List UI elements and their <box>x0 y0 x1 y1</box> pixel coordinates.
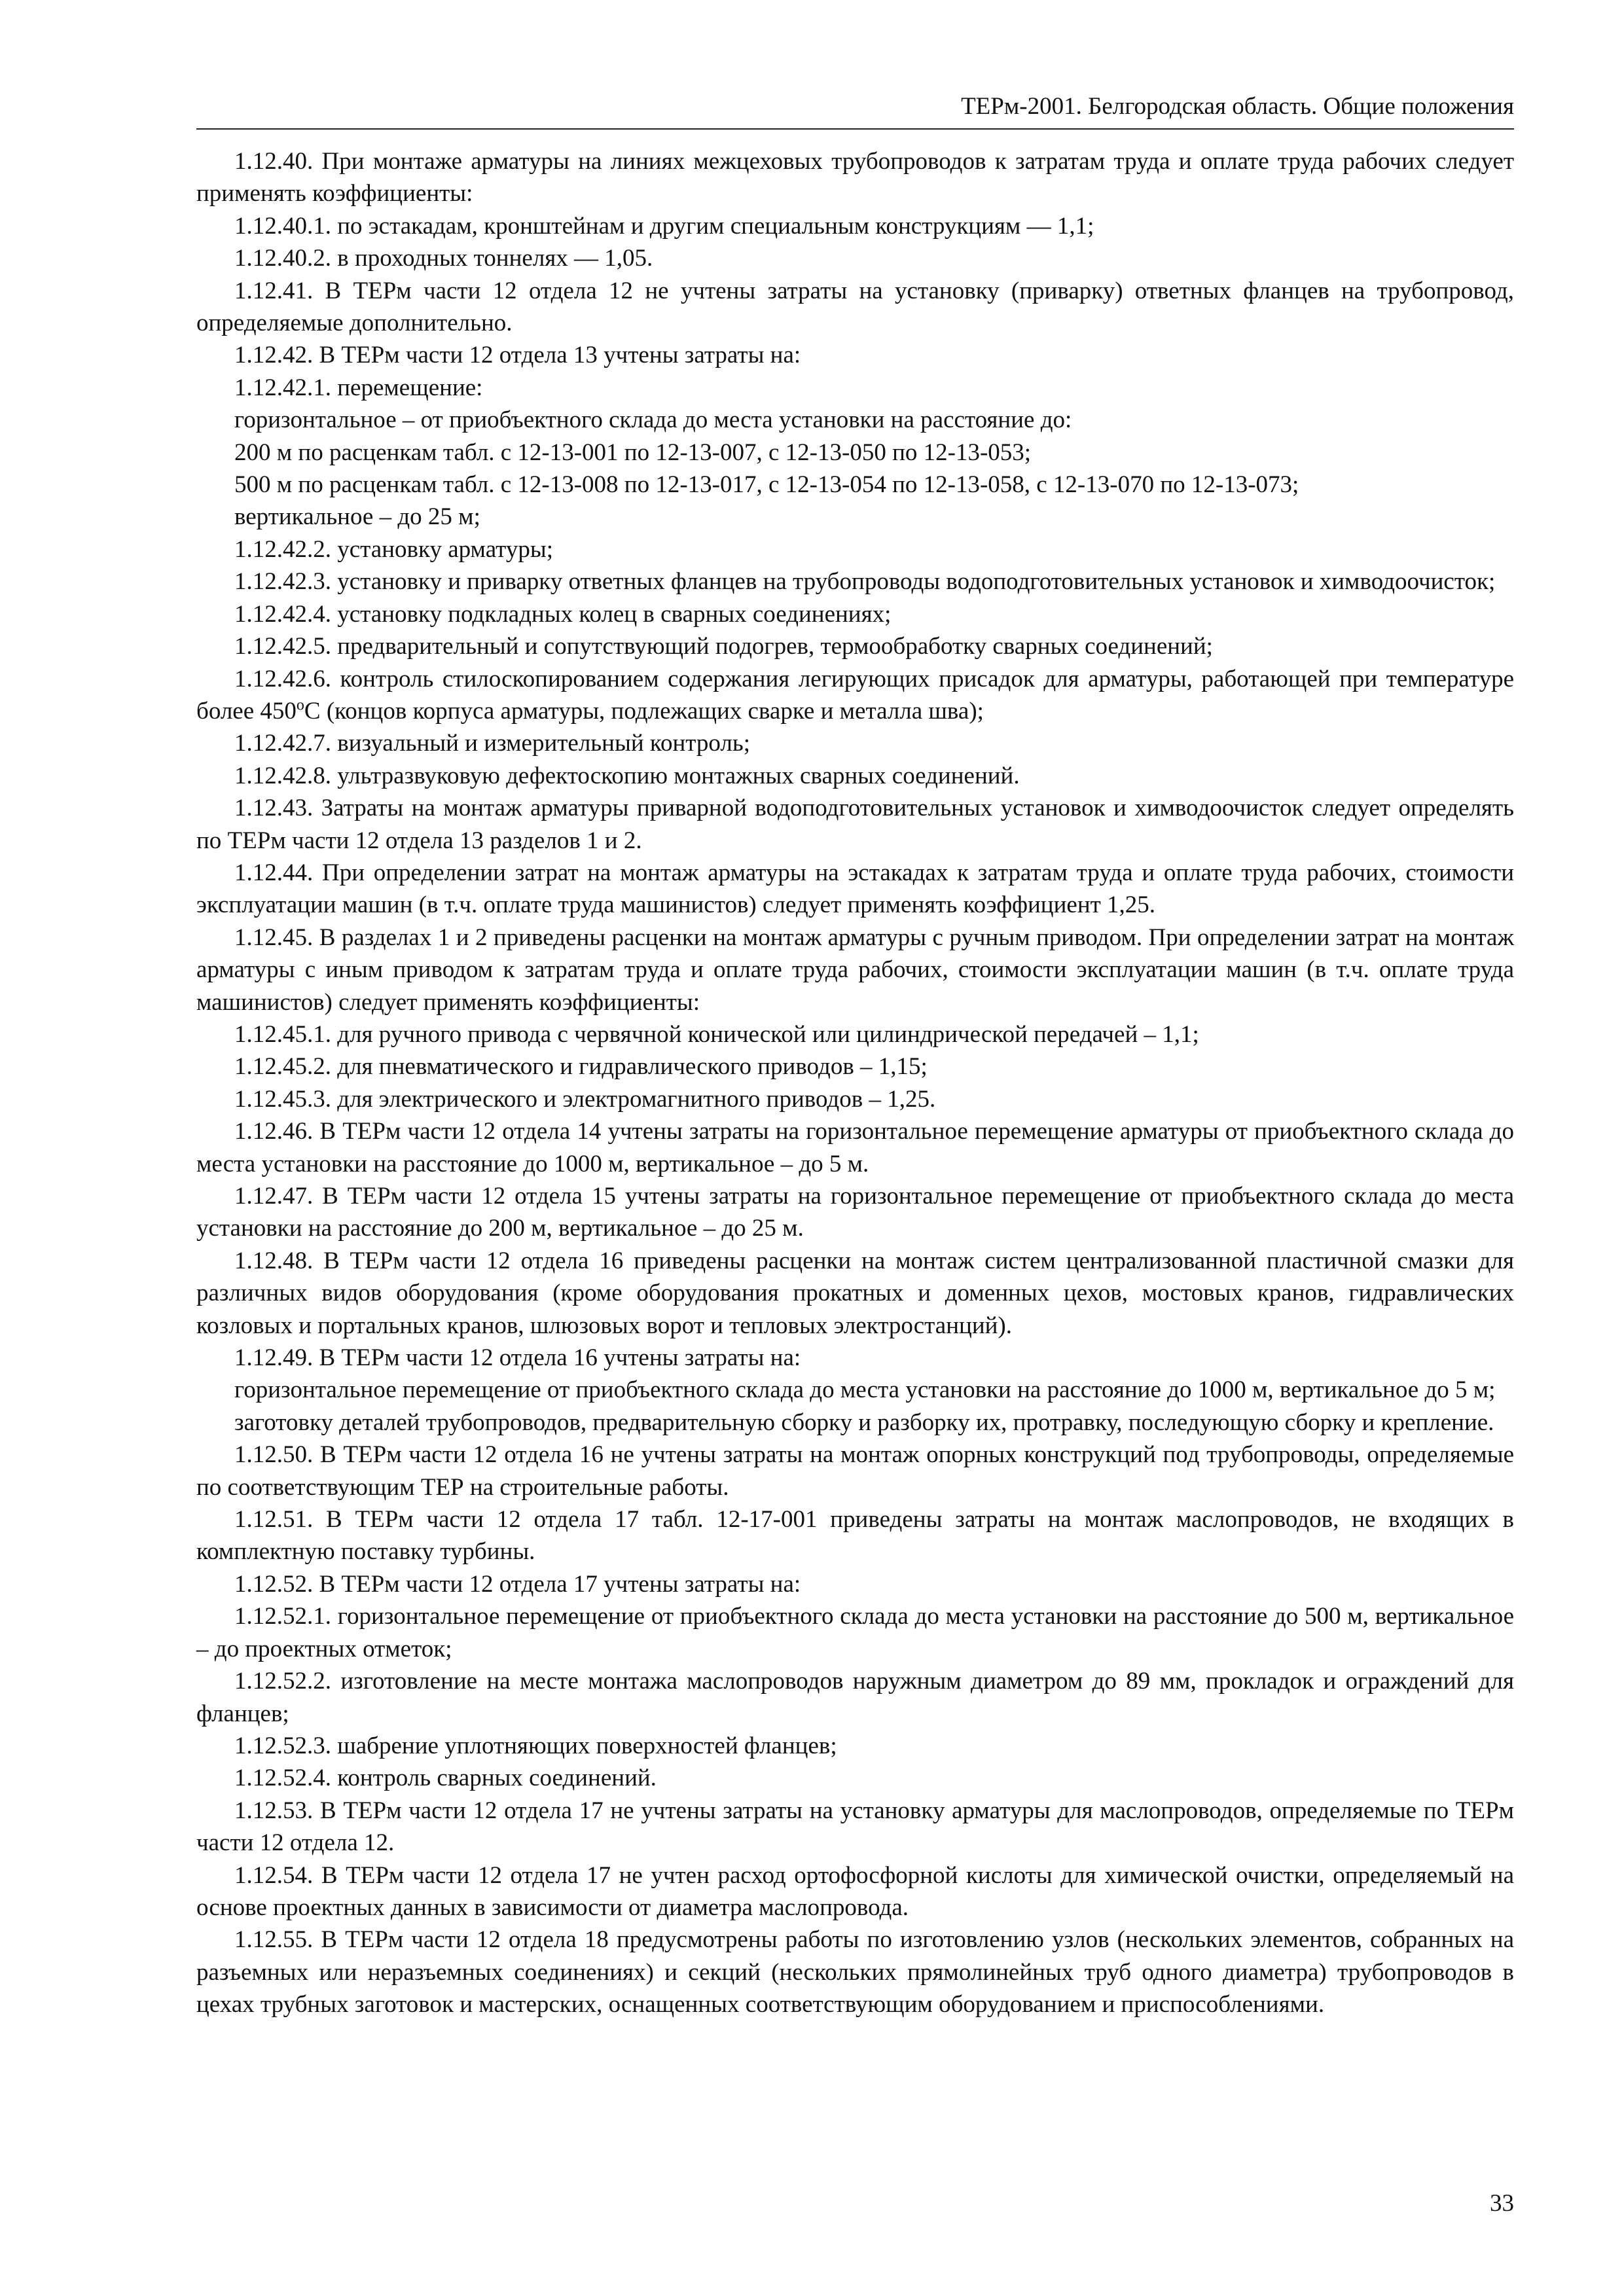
paragraph: 1.12.45.2. для пневматического и гидравлического приводов – 1,15; <box>234 1053 928 1081</box>
paragraph: 1.12.44. При определении затрат на монтаж арматуры на эстакадах к затратам труда и оплате труда рабочих, стоимости эксплуатации машин (в т.ч. оплате труда машинистов) следует применять коэффициент 1,25. <box>196 859 1514 919</box>
paragraph: вертикальное – до 25 м; <box>234 503 480 531</box>
paragraph: 1.12.40. При монтаже арматуры на линиях межцеховых трубопроводов к затратам труда и оплате труда рабочих следует применять коэффициенты: <box>196 148 1514 207</box>
paragraph: 1.12.42.8. ультразвуковую дефектоскопию монтажных сварных соединений. <box>234 762 1020 789</box>
paragraph: заготовку деталей трубопроводов, предварительную сборку и разборку их, протравку, последующую сборку и крепление. <box>234 1408 1494 1436</box>
paragraph: 1.12.41. В ТЕРм части 12 отдела 12 не учтены затраты на установку (приварку) ответных фланцев на трубопровод, определяемые дополнительно. <box>196 277 1514 337</box>
paragraph: горизонтальное – от приобъектного склада до места установки на расстояние до: <box>234 406 1072 434</box>
paragraph: 1.12.47. В ТЕРм части 12 отдела 15 учтены затраты на горизонтальное перемещение от приобъектного склада до места установки на расстояние до 200 м, вертикальное – до 25 м. <box>196 1183 1514 1242</box>
paragraph: 1.12.40.1. по эстакадам, кронштейнам и другим специальным конструкциям — 1,1; <box>234 212 1094 240</box>
paragraph: 1.12.55. В ТЕРм части 12 отдела 18 предусмотрены работы по изготовлению узлов (нескольких элементов, собранных на разъемных или неразъемных соединениях) и секций (нескольких прямолинейных труб одного диаметра) трубопроводов в цехах трубных заготовок и мастерских, оснащенных соответствующим оборудованием и приспособлениями. <box>196 1926 1514 2018</box>
paragraph-text: С (концов корпуса арматуры, подлежащих сварке и металла шва); <box>304 697 984 725</box>
paragraph: 1.12.52.1. горизонтальное перемещение от приобъектного склада до места установки на расстояние до 500 м, вертикальное – до проектных отметок; <box>196 1603 1514 1662</box>
paragraph: 1.12.42.5. предварительный и сопутствующий подогрев, термообработку сварных соединений; <box>234 633 1213 660</box>
paragraph: 1.12.42.4. установку подкладных колец в сварных соединениях; <box>234 600 892 628</box>
paragraph: 1.12.52.2. изготовление на месте монтажа маслопроводов наружным диаметром до 89 мм, прокладок и ограждений для фланцев; <box>196 1668 1514 1727</box>
document-body <box>196 145 1514 2021</box>
paragraph: 1.12.45. В разделах 1 и 2 приведены расценки на монтаж арматуры с ручным приводом. При определении затрат на монтаж арматуры с иным приводом к затратам труда и оплате труда рабочих, стоимости эксплуатации машин (в т.ч. оплате труда машинистов) следует применять коэффициенты: <box>196 924 1514 1016</box>
paragraph: 1.12.52. В ТЕРм части 12 отдела 17 учтены затраты на: <box>234 1570 801 1598</box>
page-number: 33 <box>1490 2190 1514 2217</box>
paragraph: 1.12.42.1. перемещение: <box>234 374 483 401</box>
paragraph: 1.12.45.3. для электрического и электромагнитного приводов – 1,25. <box>234 1085 936 1113</box>
paragraph: 1.12.42.3. установку и приварку ответных фланцев на трубопроводы водоподготовительных установок и химводоочисток; <box>234 568 1496 596</box>
paragraph-temperature <box>196 663 1514 728</box>
degree-superscript: о <box>296 696 304 714</box>
paragraph: горизонтальное перемещение от приобъектного склада до места установки на расстояние до 1000 м, вертикальное до 5 м; <box>234 1376 1496 1404</box>
header-rule <box>196 128 1514 130</box>
paragraph: 1.12.53. В ТЕРм части 12 отдела 17 не учтены затраты на установку арматуры для маслопроводов, определяемые по ТЕРм части 12 отдела 12. <box>196 1797 1514 1857</box>
running-header: ТЕРм-2001. Белгородская область. Общие положения <box>961 93 1514 120</box>
paragraph: 1.12.42.2. установку арматуры; <box>234 535 553 563</box>
paragraph: 1.12.48. В ТЕРм части 12 отдела 16 приведены расценки на монтаж систем централизованной пластичной смазки для различных видов оборудования (кроме оборудования прокатных и доменных цехов, мостовых кранов, гидравлических козловых и портальных кранов, шлюзовых ворот и тепловых электростанций). <box>196 1247 1514 1339</box>
paragraph: 1.12.40.2. в проходных тоннелях — 1,05. <box>234 245 653 272</box>
paragraph: 1.12.43. Затраты на монтаж арматуры приварной водоподготовительных установок и химводоочисток следует определять по ТЕРм части 12 отдела 13 разделов 1 и 2. <box>196 795 1514 854</box>
paragraph: 1.12.49. В ТЕРм части 12 отдела 16 учтены затраты на: <box>234 1344 801 1372</box>
paragraph: 1.12.50. В ТЕРм части 12 отдела 16 не учтены затраты на монтаж опорных конструкций под трубопроводы, определяемые по соответствующим ТЕР на строительные работы. <box>196 1441 1514 1501</box>
paragraph: 1.12.42. В ТЕРм части 12 отдела 13 учтены затраты на: <box>234 342 801 369</box>
paragraph: 1.12.52.3. шабрение уплотняющих поверхностей фланцев; <box>234 1732 837 1759</box>
paragraph: 500 м по расценкам табл. с 12-13-008 по 12-13-017, с 12-13-054 по 12-13-058, с 12-13-070 по 12-13-073; <box>234 471 1299 499</box>
paragraph-text: 1.12.42.6. контроль стилоскопированием содержания легирующих присадок для арматуры, работающей при температуре более 450 <box>196 665 1514 725</box>
paragraph: 200 м по расценкам табл. с 12-13-001 по 12-13-007, с 12-13-050 по 12-13-053; <box>234 439 1032 466</box>
paragraph: 1.12.42.7. визуальный и измерительный контроль; <box>234 730 751 757</box>
paragraph: 1.12.52.4. контроль сварных соединений. <box>234 1765 657 1792</box>
paragraph: 1.12.51. В ТЕРм части 12 отдела 17 табл. 12-17-001 приведены затраты на монтаж маслопроводов, не входящих в комплектную поставку турбины. <box>196 1506 1514 1566</box>
paragraph: 1.12.54. В ТЕРм части 12 отдела 17 не учтен расход ортофосфорной кислоты для химической очистки, определяемый на основе проектных данных в зависимости от диаметра маслопровода. <box>196 1861 1514 1921</box>
paragraph: 1.12.45.1. для ручного привода с червячной конической или цилиндрической передачей – 1,1; <box>234 1020 1199 1048</box>
paragraph: 1.12.46. В ТЕРм части 12 отдела 14 учтены затраты на горизонтальное перемещение арматуры от приобъектного склада до места установки на расстояние до 1000 м, вертикальное – до 5 м. <box>196 1118 1514 1177</box>
